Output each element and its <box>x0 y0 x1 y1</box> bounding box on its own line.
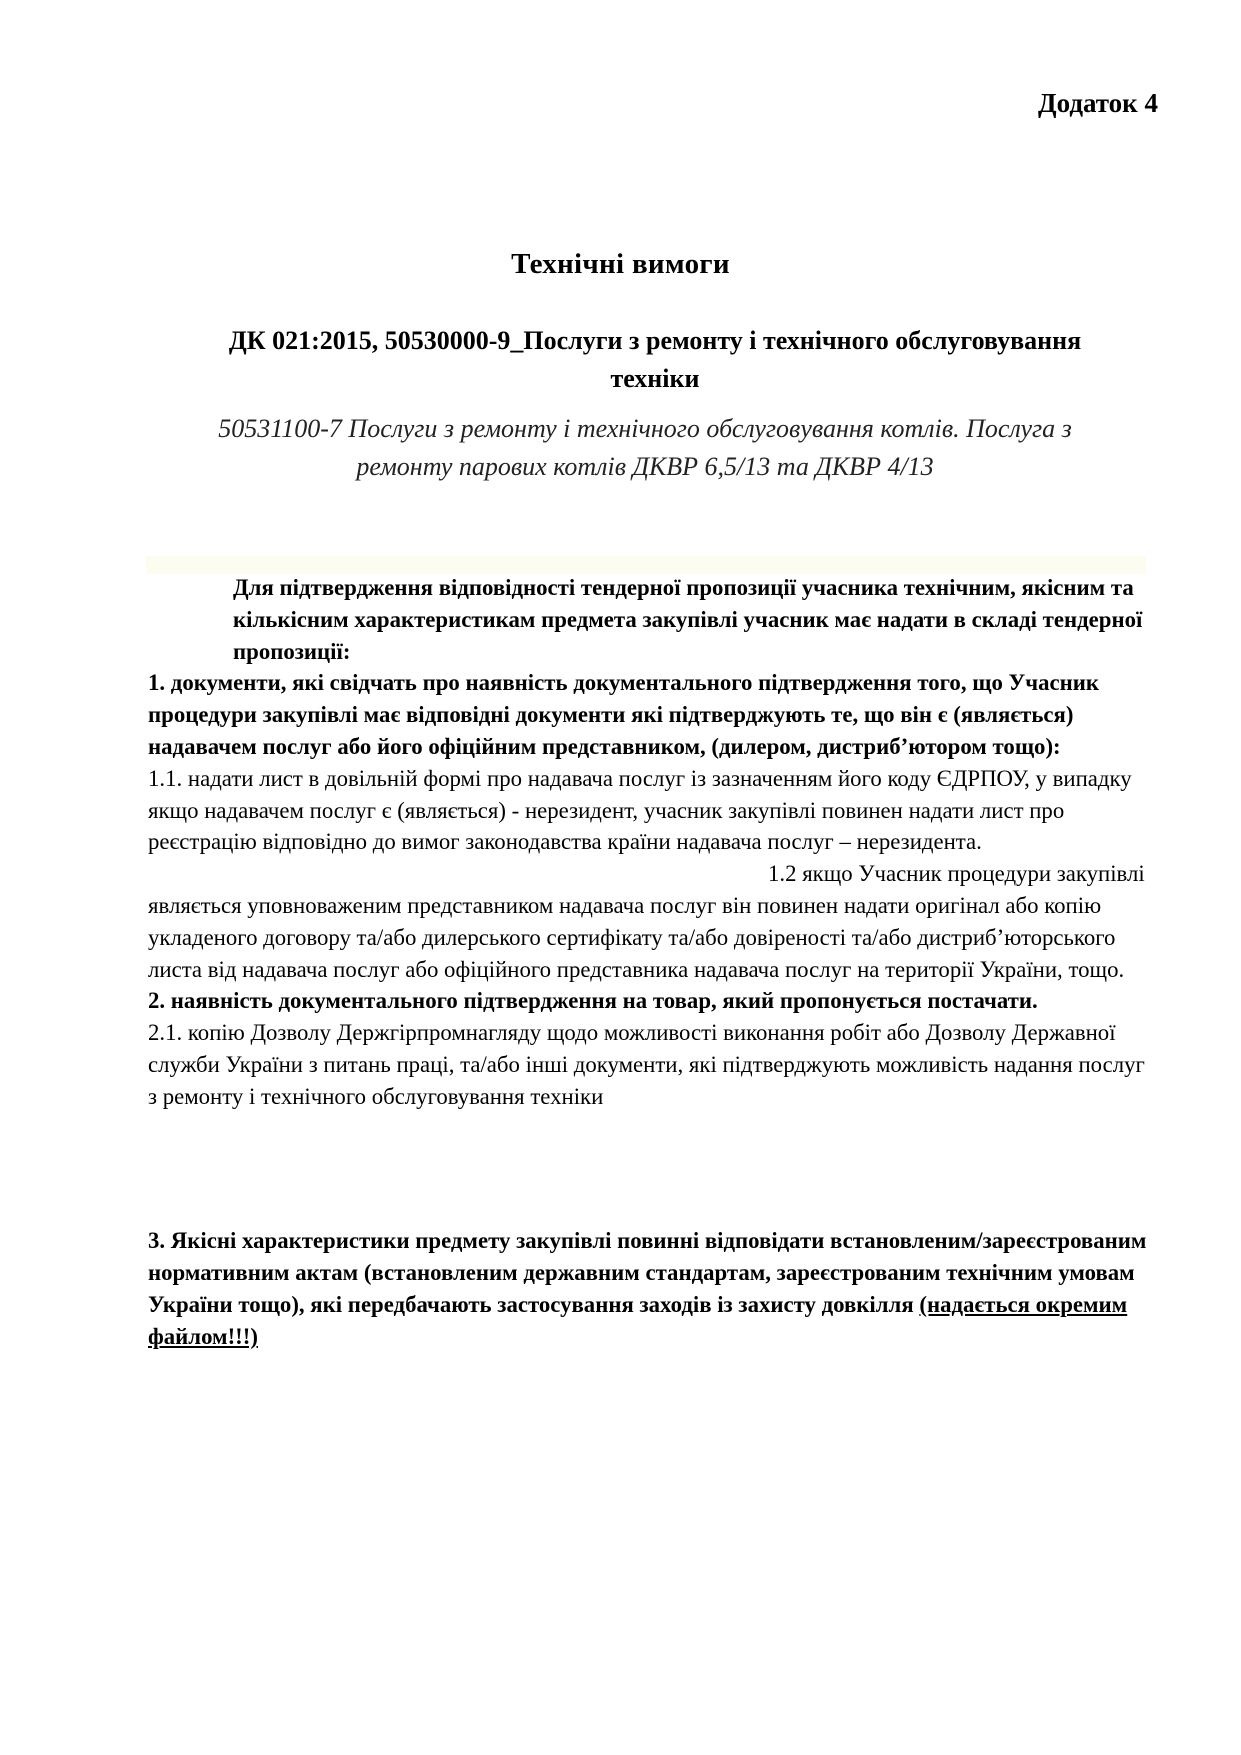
requirements-body <box>148 572 1153 1113</box>
item-3 <box>148 1225 1148 1353</box>
cpv-description <box>150 410 1140 486</box>
item-1-1 <box>148 763 1153 986</box>
appendix-label: Додаток 4 <box>1038 88 1158 118</box>
intro-paragraph: Для підтвердження відповідності тендерної пропозиції учасника технічним, якісним та кількісним характеристикам предмета закупівлі учасник має надати в складі тендерної пропозиції: <box>233 575 1143 664</box>
document-subtitle <box>150 322 1160 398</box>
item-2-1: 2.1. копію Дозволу Держгірпромнагляду щодо можливості виконання робіт або Дозволу Державної служби України з питань праці, та/або інші документи, які підтверджують можливість надання послуг з ремонту і технічного обслуговування техніки <box>148 1020 1145 1109</box>
item-3-text: 3. Якісні характеристики предмету закупівлі повинні відповідати встановленим/зареєстрованим нормативним актам (встановленим державним стандартам, зареєстрованим технічним умовам України тощо), які передбачають застосування заходів із захисту довкілля <box>148 1228 1147 1317</box>
document-title: Технічні вимоги <box>511 248 730 280</box>
item-1-2-text: процедури закупівлі являється уповноваженим представником надавача послуг він повинен надати оригінал або копію укладеного договору та/або дилерського сертифікату та/або довіреності та/або дистриб’юторського листа від надавача послуг або офіційного представника надавача послуг на території України, тощо. <box>148 861 1145 982</box>
item-1-2-start: 1.2 якщо Учасник <box>768 861 942 887</box>
item-2: 2. наявність документального підтвердження на товар, який пропонується постачати. <box>148 988 1038 1014</box>
item-1-1-text: 1.1. надати лист в довільній формі про надавача послуг із зазначенням його коду ЄДРПОУ, у випадку якщо надавачем послуг є (являється) - нерезидент, учасник закупівлі повинен надати лист про реєстрацію відповідно до вимог законодавства країни надавача послуг – нерезидента. <box>148 765 1132 855</box>
cpv-line-2: ремонту парових котлів ДКВР 6,5/13 та ДКВР 4/13 <box>356 452 934 481</box>
item-3-note: (надається окремим файлом!!!) <box>148 1292 1128 1349</box>
item-1: 1. документи, які свідчать про наявність документального підтвердження того, що Учасник процедури закупівлі має відповідні документи які підтверджують те, що він є (являється) надавачем послуг або його офіційним представником, (дилером, дистриб’ютором тощо): <box>148 670 1100 759</box>
subtitle-line-2: техніки <box>610 364 700 393</box>
cpv-line-1: 50531100-7 Послуги з ремонту і технічного обслуговування котлів. Послуга з <box>218 414 1072 443</box>
subtitle-line-1: ДК 021:2015, 50530000-9_Послуги з ремонту і технічного обслуговування <box>228 326 1082 355</box>
